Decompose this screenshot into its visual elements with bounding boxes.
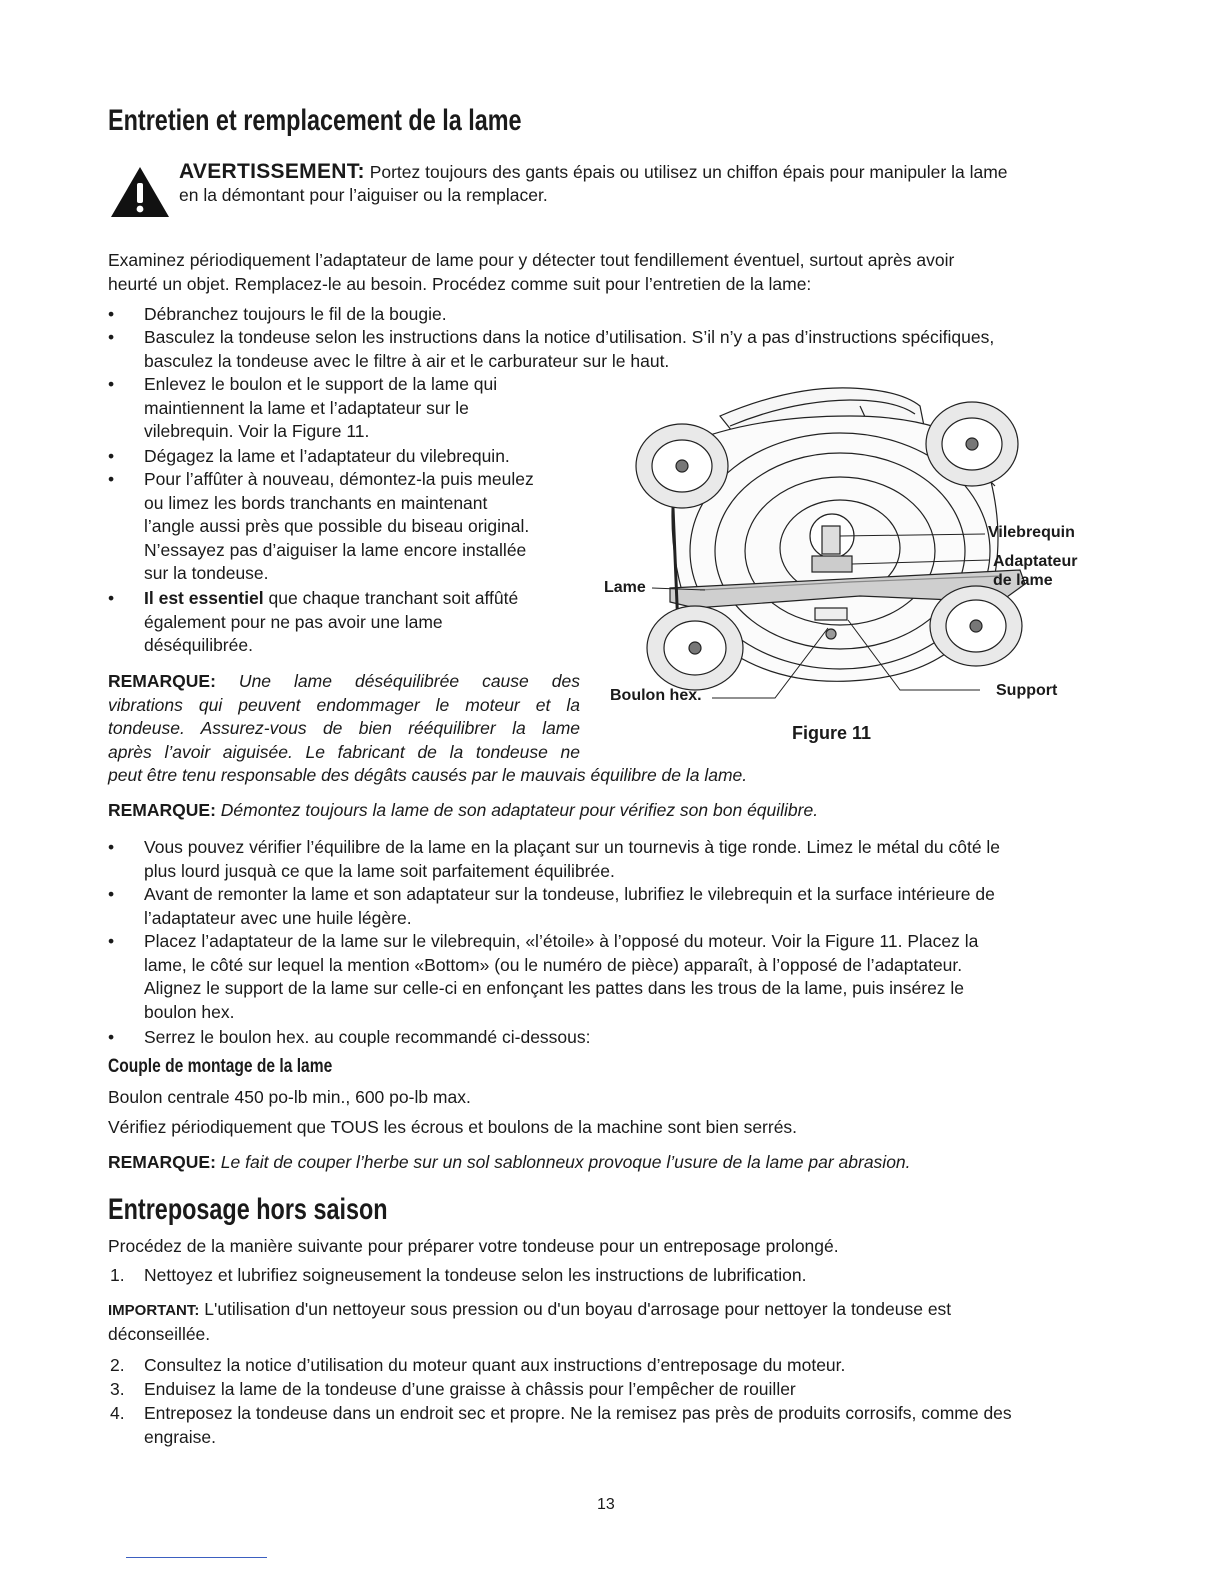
mower-underside-illustration <box>600 376 1100 716</box>
torque-text: Boulon centrale 450 po-lb min., 600 po-lb max. <box>108 1087 471 1107</box>
intro-line-1: Examinez périodiquement l’adaptateur de lame pour y détecter tout fendillement éventuel, surtout après avoir <box>108 250 955 270</box>
intro-paragraph <box>108 249 954 296</box>
warning-triangle-icon <box>110 166 170 218</box>
storage-intro: Procédez de la manière suivante pour préparer votre tondeuse pour un entreposage prolongé. <box>108 1236 839 1256</box>
figure-label-support: Support <box>996 682 1058 699</box>
remark-unbalanced-blade: REMARQUE: Une lame déséquilibrée cause des vibrations qui peuvent endommager le moteur et la tondeuse. Assurez-vous de bien rééquilibrer la lame après l’avoir aiguisée. Le fabricant de la tondeuse ne peut être tenu responsable des dégâts causés par le mauvais équilibre de la lame. <box>108 671 748 785</box>
warning-block <box>179 160 1008 207</box>
important-note: IMPORTANT: L'utilisation d'un nettoyeur sous pression ou d'un boyau d'arrosage pour nettoyer la tondeuse est déconseillée. <box>108 1299 952 1344</box>
warning-line-1: Portez toujours des gants épais ou utilisez un chiffon épais pour manipuler la lame <box>364 162 1008 182</box>
remark-sandy-soil: REMARQUE: Le fait de couper l’herbe sur un sol sablonneux provoque l’usure de la lame par abrasion. <box>108 1152 911 1172</box>
figure-label-lame: Lame <box>604 579 646 596</box>
check-bolts-text: Vérifiez périodiquement que TOUS les écrous et boulons de la machine sont bien serrés. <box>108 1117 798 1137</box>
footer-rule <box>126 1557 267 1558</box>
figure-label-boulon: Boulon hex. <box>610 687 702 704</box>
page-number: 13 <box>597 1496 615 1513</box>
section-heading-blade: Entretien et remplacement de la lame <box>108 104 522 137</box>
figure-label-adaptateur: Adaptateur <box>993 553 1078 570</box>
warning-title: AVERTISSEMENT: <box>179 160 365 183</box>
figure-caption: Figure 11 <box>792 723 872 743</box>
manual-page: Entretien et remplacement de la lame AVERTISSEMENT: Portez toujours des gants épais ou utilisez un chiffon épais pour manipuler la lame en la démontant pour l’aiguiser ou la remplacer. Examinez périodiquement l’adaptateur de lame pour y détecter tout fendillement éventuel, surtout après avoir heurté un objet. Remplacez-le au besoin. Procédez comme suit pour l’entretien de la lame: • Débranchez toujours le fil de la bougie. • Basculez la tondeuse selon les instructions dans la notice d’utilisation. S’il n’y a pas d’instructions spécifiques, basculez la tondeuse avec le filtre à air et le carburateur sur le haut. • Enlevez le boulon et le support de la lame qui maintiennent la lame et l’adaptateur sur le vilebrequin. Voir la Figure 11. • Dégagez la lame et l’adaptateur du vilebrequin. • Pour l’affûter à nouveau, démontez-la puis meulez ou limez les bords tranchants en maintenant l’angle aussi près que possible du biseau original. N’essayez pas d’aiguiser la lame encore installée sur la tondeuse. • Il est essentiel que chaque tranchant soit affûté également pour ne pas avoir une lame déséquilibrée. REMARQUE: Une lame déséquilibrée cause des vibrations qui peuvent endommager le moteur et la tondeuse. Assurez-vous de bien rééquilibrer la lame après l’avoir aiguisée. Le fabricant de la tondeuse ne peut être tenu responsable des dégâts causés par le mauvais équilibre de la lame. Vilebrequin Adaptateur de lame Lame Boulon hex. Support Figure 11 REMARQUE: Démontez toujours la lame de son adaptateur pour vérifiez son bon équilibre. • Vous pouvez vérifier l’équilibre de la lame en la plaçant sur un tournevis à tige ronde. Limez le métal du côté le plus lourd jusquà ce que la lame soit parfaitement équilibrée. • Avant de remonter la lame et son adaptateur sur la tondeuse, lubrifiez le vilebrequin et la surface intérieure de l’adaptateur avec une huile légère. • Placez l’adaptateur de la lame sur le vilebrequin, «l’étoile» à l’opposé du moteur. Voir la Figure 11. Placez la lame, le côté sur lequel la mention «Bottom» (ou le numéro de pièce) apparaît, à l’opposé de l’adaptateur. Alignez le support de la lame sur celle-ci en enfonçant les pattes dans les trous de la lame, puis insérez le boulon hex. • Serrez le boulon hex. au couple recommandé ci-dessous: Couple de montage de la lame Boulon centrale 450 po-lb min., 600 po-lb max. Vérifiez périodiquement que TOUS les écrous et boulons de la machine sont bien serrés. REMARQUE: Le fait de couper l’herbe sur un sol sablonneux provoque l’usure de la lame par abrasion. Entreposage hors saison Procédez de la manière suivante pour préparer votre tondeuse pour un entreposage prolongé. 1. Nettoyez et lubrifiez soigneusement la tondeuse selon les instructions de lubrification. IMPORTANT: L'utilisation d'un nettoyeur sous pression ou d'un boyau d'arrosage pour nettoyer la tondeuse est déconseillée. 2. Consultez la notice d’utilisation du moteur quant aux instructions d’entreposage du moteur. 3. Enduisez la lame de la tondeuse d’une graisse à châssis pour l’empêcher de rouiller 4. Entreposez la tondeuse dans un endroit sec et propre. Ne la remisez pas près de produits corrosifs, comme des engraise. 13 <box>0 0 1224 1584</box>
torque-heading: Couple de montage de la lame <box>108 1056 333 1077</box>
warning-line-2: en la démontant pour l’aiguiser ou la remplacer. <box>179 185 548 205</box>
intro-line-2: heurté un objet. Remplacez-le au besoin. Procédez comme suit pour l’entretien de la lame: <box>108 273 812 294</box>
figure-label-vilebrequin: Vilebrequin <box>988 524 1075 541</box>
section-heading-storage: Entreposage hors saison <box>108 1193 388 1226</box>
figure-label-adaptateur-2: de lame <box>993 572 1053 589</box>
remark-balance-check: REMARQUE: Démontez toujours la lame de son adaptateur pour vérifiez son bon équilibre. <box>108 800 819 820</box>
wheel-rear-left <box>636 424 728 508</box>
